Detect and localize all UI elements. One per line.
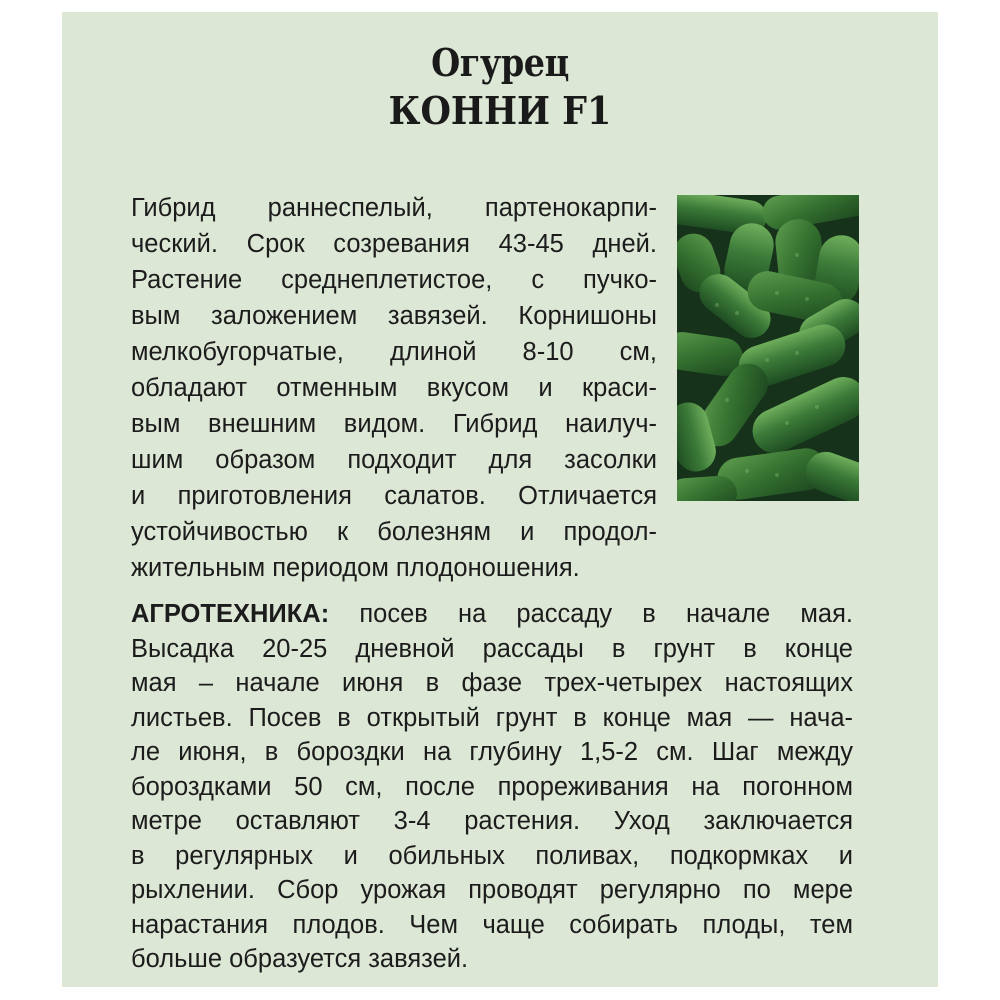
description-line: Гибрид раннеспелый, партенокарпи-	[131, 194, 657, 222]
variety-name-title: КОННИ F1	[388, 88, 612, 133]
agrotechnics-line: посев на рассаду в начале мая.	[359, 600, 853, 628]
agrotechnics-heading: АГРОТЕХНИКА:	[131, 600, 330, 628]
description-line: шим образом подходит для засолки	[131, 446, 657, 474]
agrotechnics-line: нарастания плодов. Чем чаще собирать плоды, тем	[131, 910, 853, 939]
description-line: Растение среднеплетистое, с пучко-	[131, 266, 657, 294]
product-type-title: Огурец	[431, 40, 569, 85]
agrotechnics-first-line	[131, 597, 853, 632]
agrotechnics-line: Высадка 20-25 дневной рассады в грунт в конце	[131, 634, 853, 663]
description-line: мелкобугорчатые, длиной 8-10 см,	[131, 338, 657, 366]
description-line: обладают отменным вкусом и краси-	[131, 374, 657, 402]
description-line: вым внешним видом. Гибрид наилуч-	[131, 410, 657, 438]
agrotechnics-section	[131, 597, 853, 977]
variety-description	[131, 190, 657, 586]
description-line: жительным периодом плодоношения.	[131, 554, 580, 582]
agrotechnics-line: ле июня, в бороздки на глубину 1,5-2 см. Шаг между	[131, 738, 853, 766]
cucumbers-photo	[677, 195, 859, 501]
seed-packet-card	[62, 12, 938, 987]
cucumbers-image	[677, 195, 859, 501]
description-line: и приготовления салатов. Отличается	[131, 482, 657, 510]
agrotechnics-line: бороздками 50 см, после прореживания на погонном	[131, 772, 853, 801]
description-line: ческий. Срок созревания 43-45 дней.	[131, 230, 657, 258]
description-line: вым заложением завязей. Корнишоны	[131, 302, 657, 330]
agrotechnics-line: больше образуется завязей.	[131, 945, 469, 973]
description-line: устойчивостью к болезням и продол-	[131, 518, 657, 546]
agrotechnics-line: в регулярных и обильных поливах, подкормках и	[131, 841, 853, 870]
agrotechnics-line: метре оставляют 3-4 растения. Уход заключается	[131, 807, 853, 835]
agrotechnics-line: рыхлении. Сбор урожая проводят регулярно по мере	[131, 876, 853, 904]
agrotechnics-line: мая – начале июня в фазе трех-четырех настоящих	[131, 669, 853, 697]
agrotechnics-line: листьев. Посев в открытый грунт в конце мая — нача-	[131, 703, 853, 732]
